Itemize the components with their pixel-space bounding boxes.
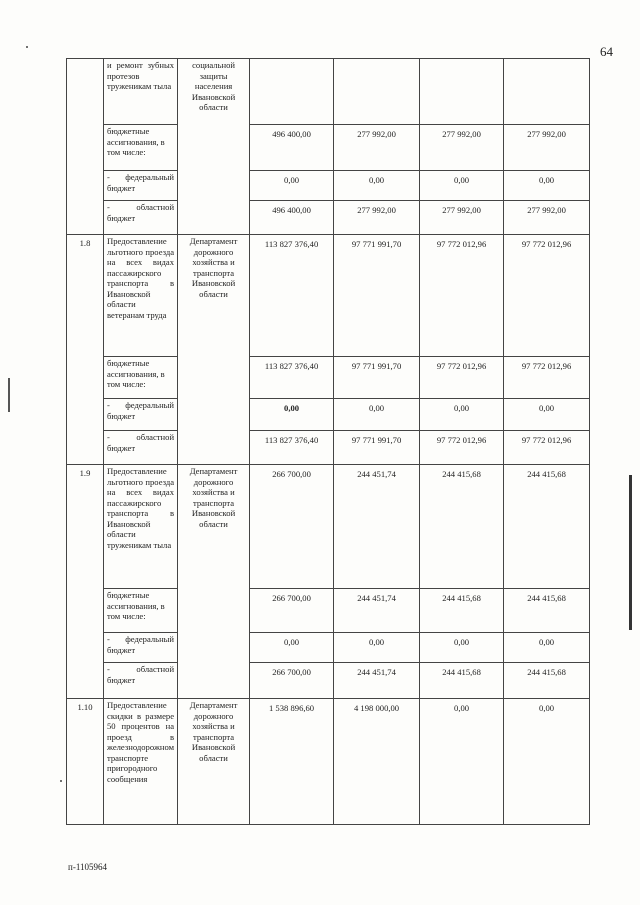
table-row [67,633,590,663]
value-cell: 0,00 [504,399,590,431]
value-cell: 97 772 012,96 [504,357,590,399]
row-name: и ремонт зубных протезов труженикам тыла [104,59,178,125]
value-cell: 277 992,00 [420,125,504,171]
row-executor: Департамент дорожного хозяйства и транспорта Ивановской области [178,699,250,825]
value-cell: 0,00 [250,399,334,431]
row-executor: социальной защиты населения Ивановской области [178,59,250,235]
value-cell: 277 992,00 [420,201,504,235]
row-executor: Департамент дорожного хозяйства и транспорта Ивановской области [178,235,250,465]
value-cell: 113 827 376,40 [250,431,334,465]
row-name: бюджетные ассигнования, в том числе: [104,589,178,633]
value-cell: 266 700,00 [250,465,334,589]
scan-mark-left [8,378,10,412]
value-cell: 0,00 [334,171,420,201]
scan-mark-right [629,475,632,630]
value-cell: 244 415,68 [420,465,504,589]
table-row [67,465,590,589]
value-cell: 97 772 012,96 [420,357,504,399]
value-cell: 97 772 012,96 [504,235,590,357]
value-cell: 266 700,00 [250,663,334,699]
row-name: - федеральный бюджет [104,171,178,201]
table-row [67,357,590,399]
table-row [67,699,590,825]
table-row [67,125,590,171]
row-number [67,59,104,235]
table-row [67,663,590,699]
value-cell: 0,00 [334,399,420,431]
value-cell: 0,00 [420,699,504,825]
value-cell: 97 772 012,96 [420,235,504,357]
value-cell [504,59,590,125]
value-cell: 0,00 [250,171,334,201]
value-cell: 277 992,00 [334,125,420,171]
scan-dot [26,46,28,48]
row-executor: Департамент дорожного хозяйства и транспорта Ивановской области [178,465,250,699]
value-cell [420,59,504,125]
table-row [67,589,590,633]
table-row [67,201,590,235]
value-cell: 1 538 896,60 [250,699,334,825]
value-cell: 0,00 [420,399,504,431]
row-name: бюджетные ассигнования, в том числе: [104,357,178,399]
row-number: 1.9 [67,465,104,699]
value-cell [334,59,420,125]
value-cell: 0,00 [420,171,504,201]
value-cell: 0,00 [250,633,334,663]
value-cell: 266 700,00 [250,589,334,633]
value-cell: 0,00 [420,633,504,663]
table-row [67,399,590,431]
value-cell: 97 772 012,96 [504,431,590,465]
value-cell: 0,00 [504,633,590,663]
value-cell: 277 992,00 [504,201,590,235]
value-cell: 97 772 012,96 [420,431,504,465]
table-row [67,59,590,125]
budget-table [66,58,590,825]
row-number: 1.8 [67,235,104,465]
value-cell: 244 415,68 [504,663,590,699]
page-number: 64 [600,44,613,59]
row-name: Предоставление льготного проезда на всех видах пассажирского транспорта в Ивановской области ветеранам труда [104,235,178,357]
row-name: - областной бюджет [104,201,178,235]
scan-dot [60,780,62,782]
row-name: - областной бюджет [104,431,178,465]
row-name: - федеральный бюджет [104,399,178,431]
table-row [67,235,590,357]
value-cell: 244 415,68 [420,663,504,699]
value-cell: 0,00 [504,699,590,825]
row-name: Предоставление скидки в размере 50 процентов на проезд в железнодорожном транспорте пригородного сообщения [104,699,178,825]
value-cell: 244 451,74 [334,663,420,699]
table-row [67,431,590,465]
value-cell: 244 415,68 [504,589,590,633]
value-cell: 496 400,00 [250,125,334,171]
value-cell: 97 771 991,70 [334,235,420,357]
value-cell: 0,00 [504,171,590,201]
value-cell: 113 827 376,40 [250,357,334,399]
document-code: п-1105964 [68,862,107,872]
value-cell: 277 992,00 [334,201,420,235]
value-cell: 113 827 376,40 [250,235,334,357]
value-cell: 97 771 991,70 [334,431,420,465]
value-cell: 496 400,00 [250,201,334,235]
value-cell: 277 992,00 [504,125,590,171]
value-cell: 244 415,68 [420,589,504,633]
value-cell: 0,00 [334,633,420,663]
value-cell: 97 771 991,70 [334,357,420,399]
row-name: Предоставление льготного проезда на всех видах пассажирского транспорта в Ивановской области труженикам тыла [104,465,178,589]
row-name: - федеральный бюджет [104,633,178,663]
value-cell: 4 198 000,00 [334,699,420,825]
row-number: 1.10 [67,699,104,825]
value-cell [250,59,334,125]
value-cell: 244 451,74 [334,465,420,589]
table-row [67,171,590,201]
value-cell: 244 415,68 [504,465,590,589]
row-name: бюджетные ассигнования, в том числе: [104,125,178,171]
row-name: - областной бюджет [104,663,178,699]
value-cell: 244 451,74 [334,589,420,633]
